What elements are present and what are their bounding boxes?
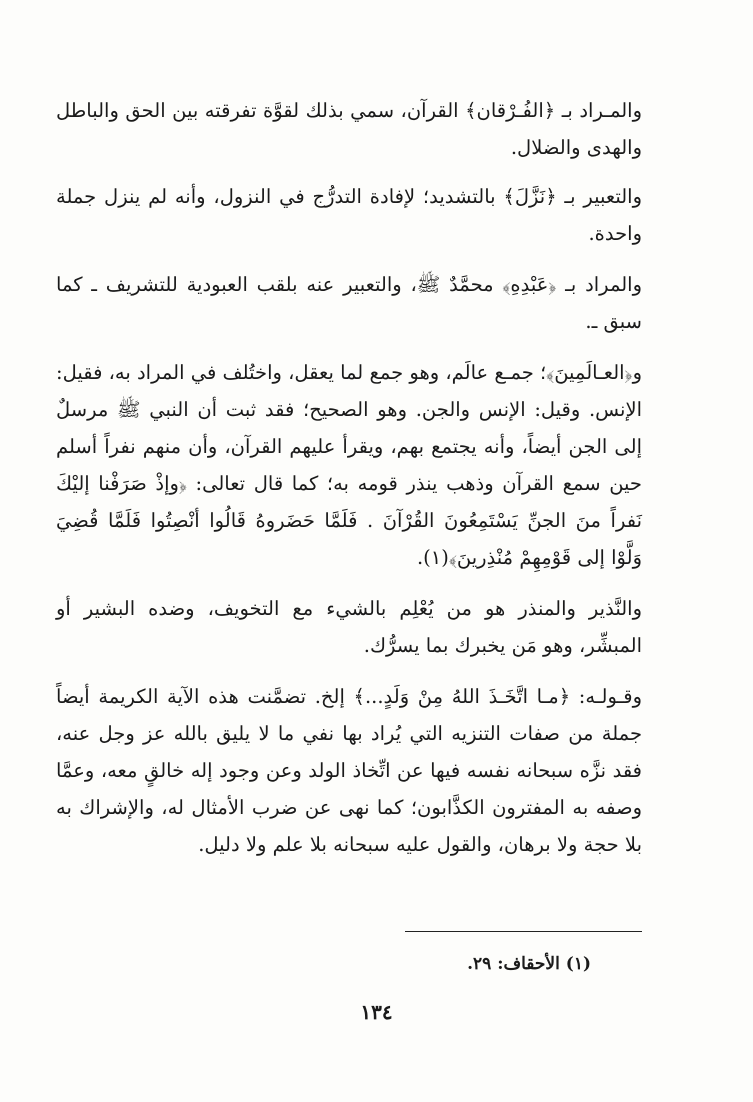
paragraph-abdihi: والمراد بـ ﴿عَبْدِهِ﴾ محمَّدٌ ﷺ، والتعبير عنه بلقب العبودية للتشريف ـ كما سبق ـ. <box>56 273 642 333</box>
footnote-divider <box>405 931 642 932</box>
paragraph-walad: وقـولـه: ﴿مـا اتَّخَـذَ اللهُ مِنْ وَلَدٍ...﴾ إلخ. تضمَّنت هذه الآية الكريمة أيضاً جملة من صفات التنزيه التي يُراد بها نفي ما لا يليق بالله عز وجل عنه، فقد نزَّه سبحانه نفسه فيها عن اتِّخاذ الولد وعن وجود إله خالقٍ معه، وعمَّا وصفه به المفترون الكذَّابون؛ كما نهى عن ضرب الأمثال له، والإشراك به بلا حجة ولا برهان، والقول عليه سبحانه بلا علم ولا دليل. <box>56 685 642 856</box>
paragraph-furqan: والمـراد بـ ﴿الفُـرْقان﴾ القرآن، سمي بذلك لقوَّة تفرقته بين الحق والباطل والهدى والضلال. <box>56 99 642 159</box>
page-number: ١٣٤ <box>360 1000 393 1024</box>
paragraph-alamin: و﴿العـالَمِينَ﴾؛ جمـع عالَم، وهو جمع لما يعقل، واختُلف في المراد به، فقيل: الإنس. وقيل: الإنس والجن. وهو الصحيح؛ فقد ثبت أن النبي ﷺ مرسلٌ إلى الجن أيضاً، وأنه يجتمع بهم، ويقرأ عليهم القرآن، وأن منهم نفراً أسلم حين سمع القرآن وذهب ينذر قومه به؛ كما قال تعالى: ﴿وإذْ صَرَفْنا إليْكَ نَفراً منَ الجنِّ يَسْتَمِعُونَ القُرْآنَ . فَلَمَّا حَضَروهُ قَالُوا أنْصِتُوا فَلَمَّا قُضِيَ وَلَّوْا إلى قَوْمِهِمْ مُنْذِرينَ﴾(١). <box>56 361 642 569</box>
body-text <box>56 92 642 877</box>
paragraph-nadhir: والنَّذير والمنذر هو من يُعْلِم بالشيء مع التخويف، وضده البشير أو المبشِّر، وهو مَن يخبرك بما يسرُّك. <box>56 597 642 657</box>
paragraph-nazzala: والتعبير بـ ﴿نَزَّلَ﴾ بالتشديد؛ لإفادة التدرُّج في النزول، وأنه لم ينزل جملة واحدة. <box>56 185 642 245</box>
footnote: (١) الأحقاف: ٢٩. <box>467 954 591 974</box>
